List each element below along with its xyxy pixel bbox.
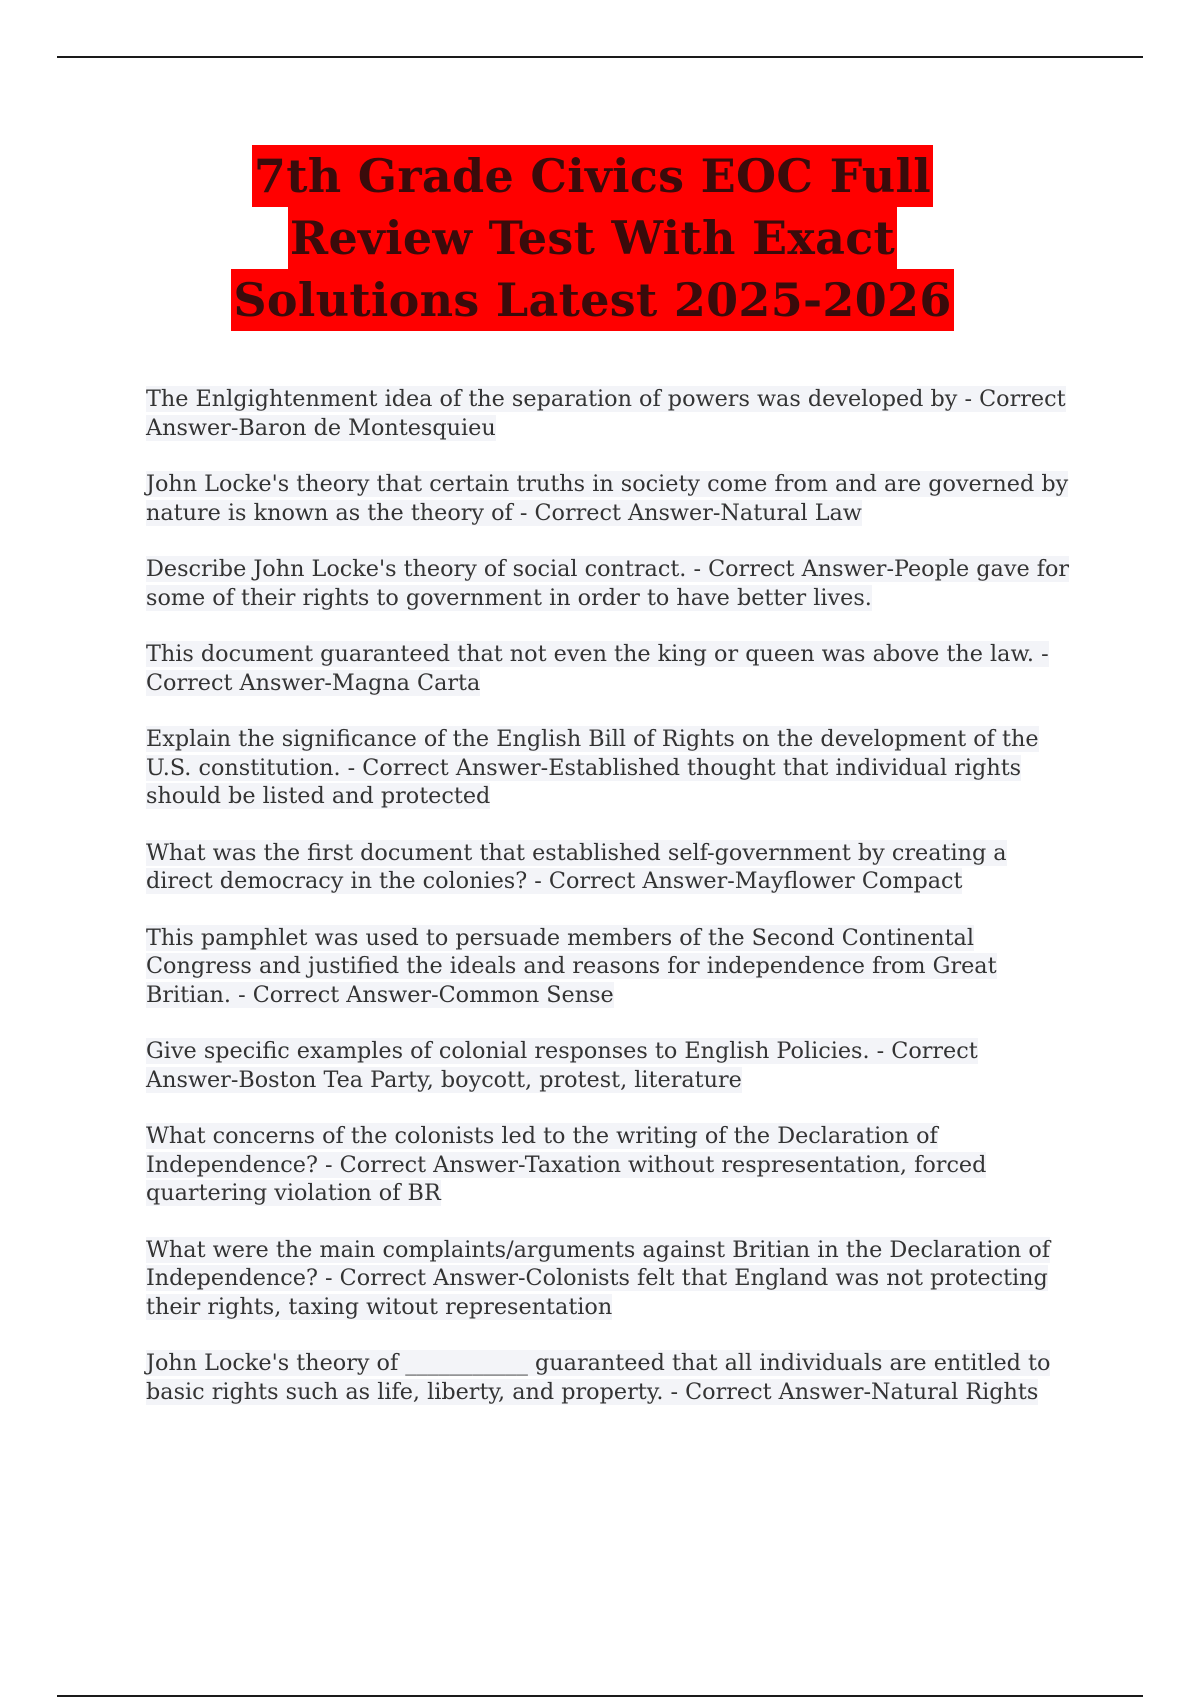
- qa-text: Describe John Locke's theory of social contract. - Correct Answer-People gave for some of their rights to government in order to have better lives.: [146, 556, 1070, 611]
- qa-text: The Enlgightenment idea of the separation of powers was developed by - Correct Answer-Baron de Montesquieu: [146, 386, 1066, 441]
- qa-item: [146, 924, 1076, 1010]
- qa-item: [146, 1122, 1076, 1208]
- qa-item: [146, 385, 1076, 442]
- qa-item: [146, 1349, 1076, 1406]
- qa-text: What was the first document that established self-government by creating a direct democracy in the colonies? - Correct Answer-Mayflower Compact: [146, 839, 1007, 894]
- qa-text: Give specific examples of colonial responses to English Policies. - Correct Answer-Boston Tea Party, boycott, protest, literature: [146, 1038, 978, 1093]
- qa-text: This document guaranteed that not even the king or queen was above the law. - Correct Answer-Magna Carta: [146, 641, 1049, 696]
- qa-text: What were the main complaints/arguments against Britian in the Declaration of Independence? - Correct Answer-Colonists felt that England was not protecting their rights, taxing witout representation: [146, 1236, 1050, 1320]
- qa-text: This pamphlet was used to persuade members of the Second Continental Congress and justified the ideals and reasons for independence from Great Britian. - Correct Answer-Common Sense: [146, 924, 997, 1008]
- title-line-3: Solutions Latest 2025-2026: [231, 269, 953, 331]
- qa-text: John Locke's theory of ___________ guaranteed that all individuals are entitled to basic rights such as life, liberty, and property. - Correct Answer-Natural Rights: [146, 1350, 1051, 1405]
- qa-item: [146, 470, 1076, 527]
- title-line-2: Review Test With Exact: [288, 207, 897, 269]
- qa-item: [146, 1037, 1076, 1094]
- document-title: [0, 145, 1185, 331]
- qa-item: [146, 640, 1076, 697]
- qa-item: [146, 1236, 1076, 1322]
- qa-text: Explain the significance of the English Bill of Rights on the development of the U.S. constitution. - Correct Answer-Established thought that individual rights should be listed and protected: [146, 726, 1039, 809]
- question-answer-list: [146, 385, 1076, 1434]
- title-line-1: 7th Grade Civics EOC Full: [252, 145, 933, 207]
- qa-item: [146, 555, 1076, 612]
- qa-item: [146, 839, 1076, 896]
- bottom-rule: [57, 1695, 1143, 1697]
- qa-text: John Locke's theory that certain truths in society come from and are governed by nature is known as the theory of - Correct Answer-Natural Law: [146, 471, 1069, 526]
- top-rule: [57, 56, 1143, 58]
- qa-text: What concerns of the colonists led to the writing of the Declaration of Independence? - Correct Answer-Taxation without respresentation, forced quartering violation of BR: [146, 1123, 987, 1206]
- qa-item: [146, 725, 1076, 811]
